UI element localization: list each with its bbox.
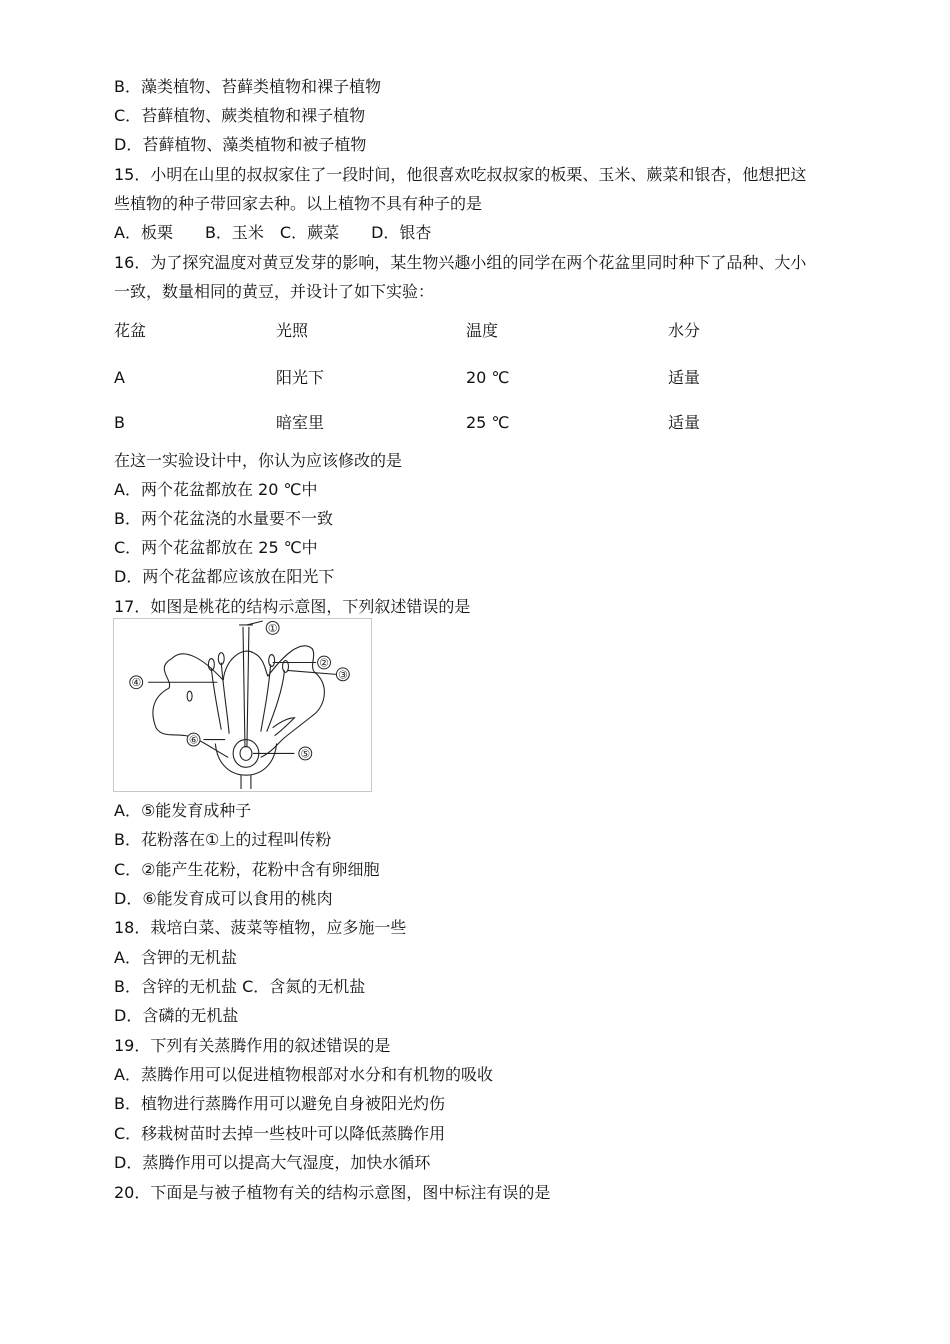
table-header-pot: 花盆: [114, 321, 147, 340]
q17-option-d: D．⑥能发育成可以食用的桃肉: [114, 889, 333, 908]
q18-option-d: D．含磷的无机盐: [114, 1006, 239, 1025]
label-4: ④: [131, 676, 142, 690]
q16-stem-line1: 16．为了探究温度对黄豆发芽的影响，某生物兴趣小组的同学在两个花盆里同时种下了品种、大小: [114, 253, 807, 272]
q16-option-c: C．两个花盆都放在 25 ℃中: [114, 538, 318, 557]
table-cell: 25 ℃: [466, 413, 510, 432]
table-cell: 20 ℃: [466, 368, 510, 387]
q15-options: A．板栗 B．玉米 C．蕨菜 D．银杏: [114, 223, 432, 242]
label-3: ③: [337, 668, 348, 682]
table-header-water: 水分: [668, 321, 701, 340]
q15-stem-line2: 些植物的种子带回家去种。以上植物不具有种子的是: [114, 194, 483, 213]
label-2: ②: [319, 656, 329, 670]
q16-option-a: A．两个花盆都放在 20 ℃中: [114, 480, 318, 499]
q17-stem: 17．如图是桃花的结构示意图，下列叙述错误的是: [114, 597, 471, 616]
stamen-right-1: [261, 664, 271, 731]
pistil-style: [243, 627, 245, 748]
label-6: ⑥: [188, 733, 199, 747]
q16-option-d: D．两个花盆都应该放在阳光下: [114, 567, 335, 586]
q19-option-d: D．蒸腾作用可以提高大气湿度，加快水循环: [114, 1153, 431, 1172]
q14-option-d: D．苔藓植物、藻类植物和被子植物: [114, 135, 367, 154]
petal-top: [223, 651, 267, 680]
table-cell: 适量: [668, 368, 701, 387]
peach-flower-diagram: [113, 618, 372, 792]
q18-option-bc: B．含锌的无机盐 C．含氮的无机盐: [114, 977, 366, 996]
q14-option-c: C．苔藓植物、蕨类植物和裸子植物: [114, 106, 366, 125]
flower-svg: [114, 619, 371, 791]
table-cell: 阳光下: [276, 368, 325, 387]
q15-stem-line1: 15．小明在山里的叔叔家住了一段时间，他很喜欢吃叔叔家的板栗、玉米、蕨菜和银杏，他想把这: [114, 165, 807, 184]
q17-option-c: C．②能产生花粉，花粉中含有卵细胞: [114, 860, 380, 879]
q14-option-b: B．藻类植物、苔藓类植物和裸子植物: [114, 77, 381, 96]
receptacle: [215, 744, 276, 776]
table-cell: A: [114, 368, 125, 387]
ovule: [240, 747, 252, 761]
label-5: ⑤: [300, 747, 311, 761]
q16-option-b: B．两个花盆浇的水量要不一致: [114, 509, 333, 528]
q20-stem: 20．下面是与被子植物有关的结构示意图，图中标注有误的是: [114, 1183, 551, 1202]
q17-option-b: B．花粉落在①上的过程叫传粉: [114, 830, 332, 849]
q19-option-a: A．蒸腾作用可以促进植物根部对水分和有机物的吸收: [114, 1065, 493, 1084]
table-cell: 暗室里: [276, 413, 325, 432]
label-1: ①: [267, 621, 278, 635]
q18-stem: 18．栽培白菜、菠菜等植物，应多施一些: [114, 918, 407, 937]
q19-option-c: C．移栽树苗时去掉一些枝叶可以降低蒸腾作用: [114, 1124, 446, 1143]
table-cell: 适量: [668, 413, 701, 432]
table-header-light: 光照: [276, 321, 309, 340]
table-cell: B: [114, 413, 125, 432]
stamen-left-1: [211, 668, 221, 729]
q19-stem: 19．下列有关蒸腾作用的叙述错误的是: [114, 1036, 391, 1055]
stamen-left-2: [221, 662, 229, 733]
q16-question: 在这一实验设计中，你认为应该修改的是: [114, 451, 403, 470]
flower-stalk: [241, 775, 251, 789]
table-header-temp: 温度: [466, 321, 499, 340]
q18-option-a: A．含钾的无机盐: [114, 948, 237, 967]
q17-option-a: A．⑤能发育成种子: [114, 801, 252, 820]
q19-option-b: B．植物进行蒸腾作用可以避免自身被阳光灼伤: [114, 1094, 445, 1113]
q16-stem-line2: 一致，数量相同的黄豆，并设计了如下实验：: [114, 282, 435, 301]
